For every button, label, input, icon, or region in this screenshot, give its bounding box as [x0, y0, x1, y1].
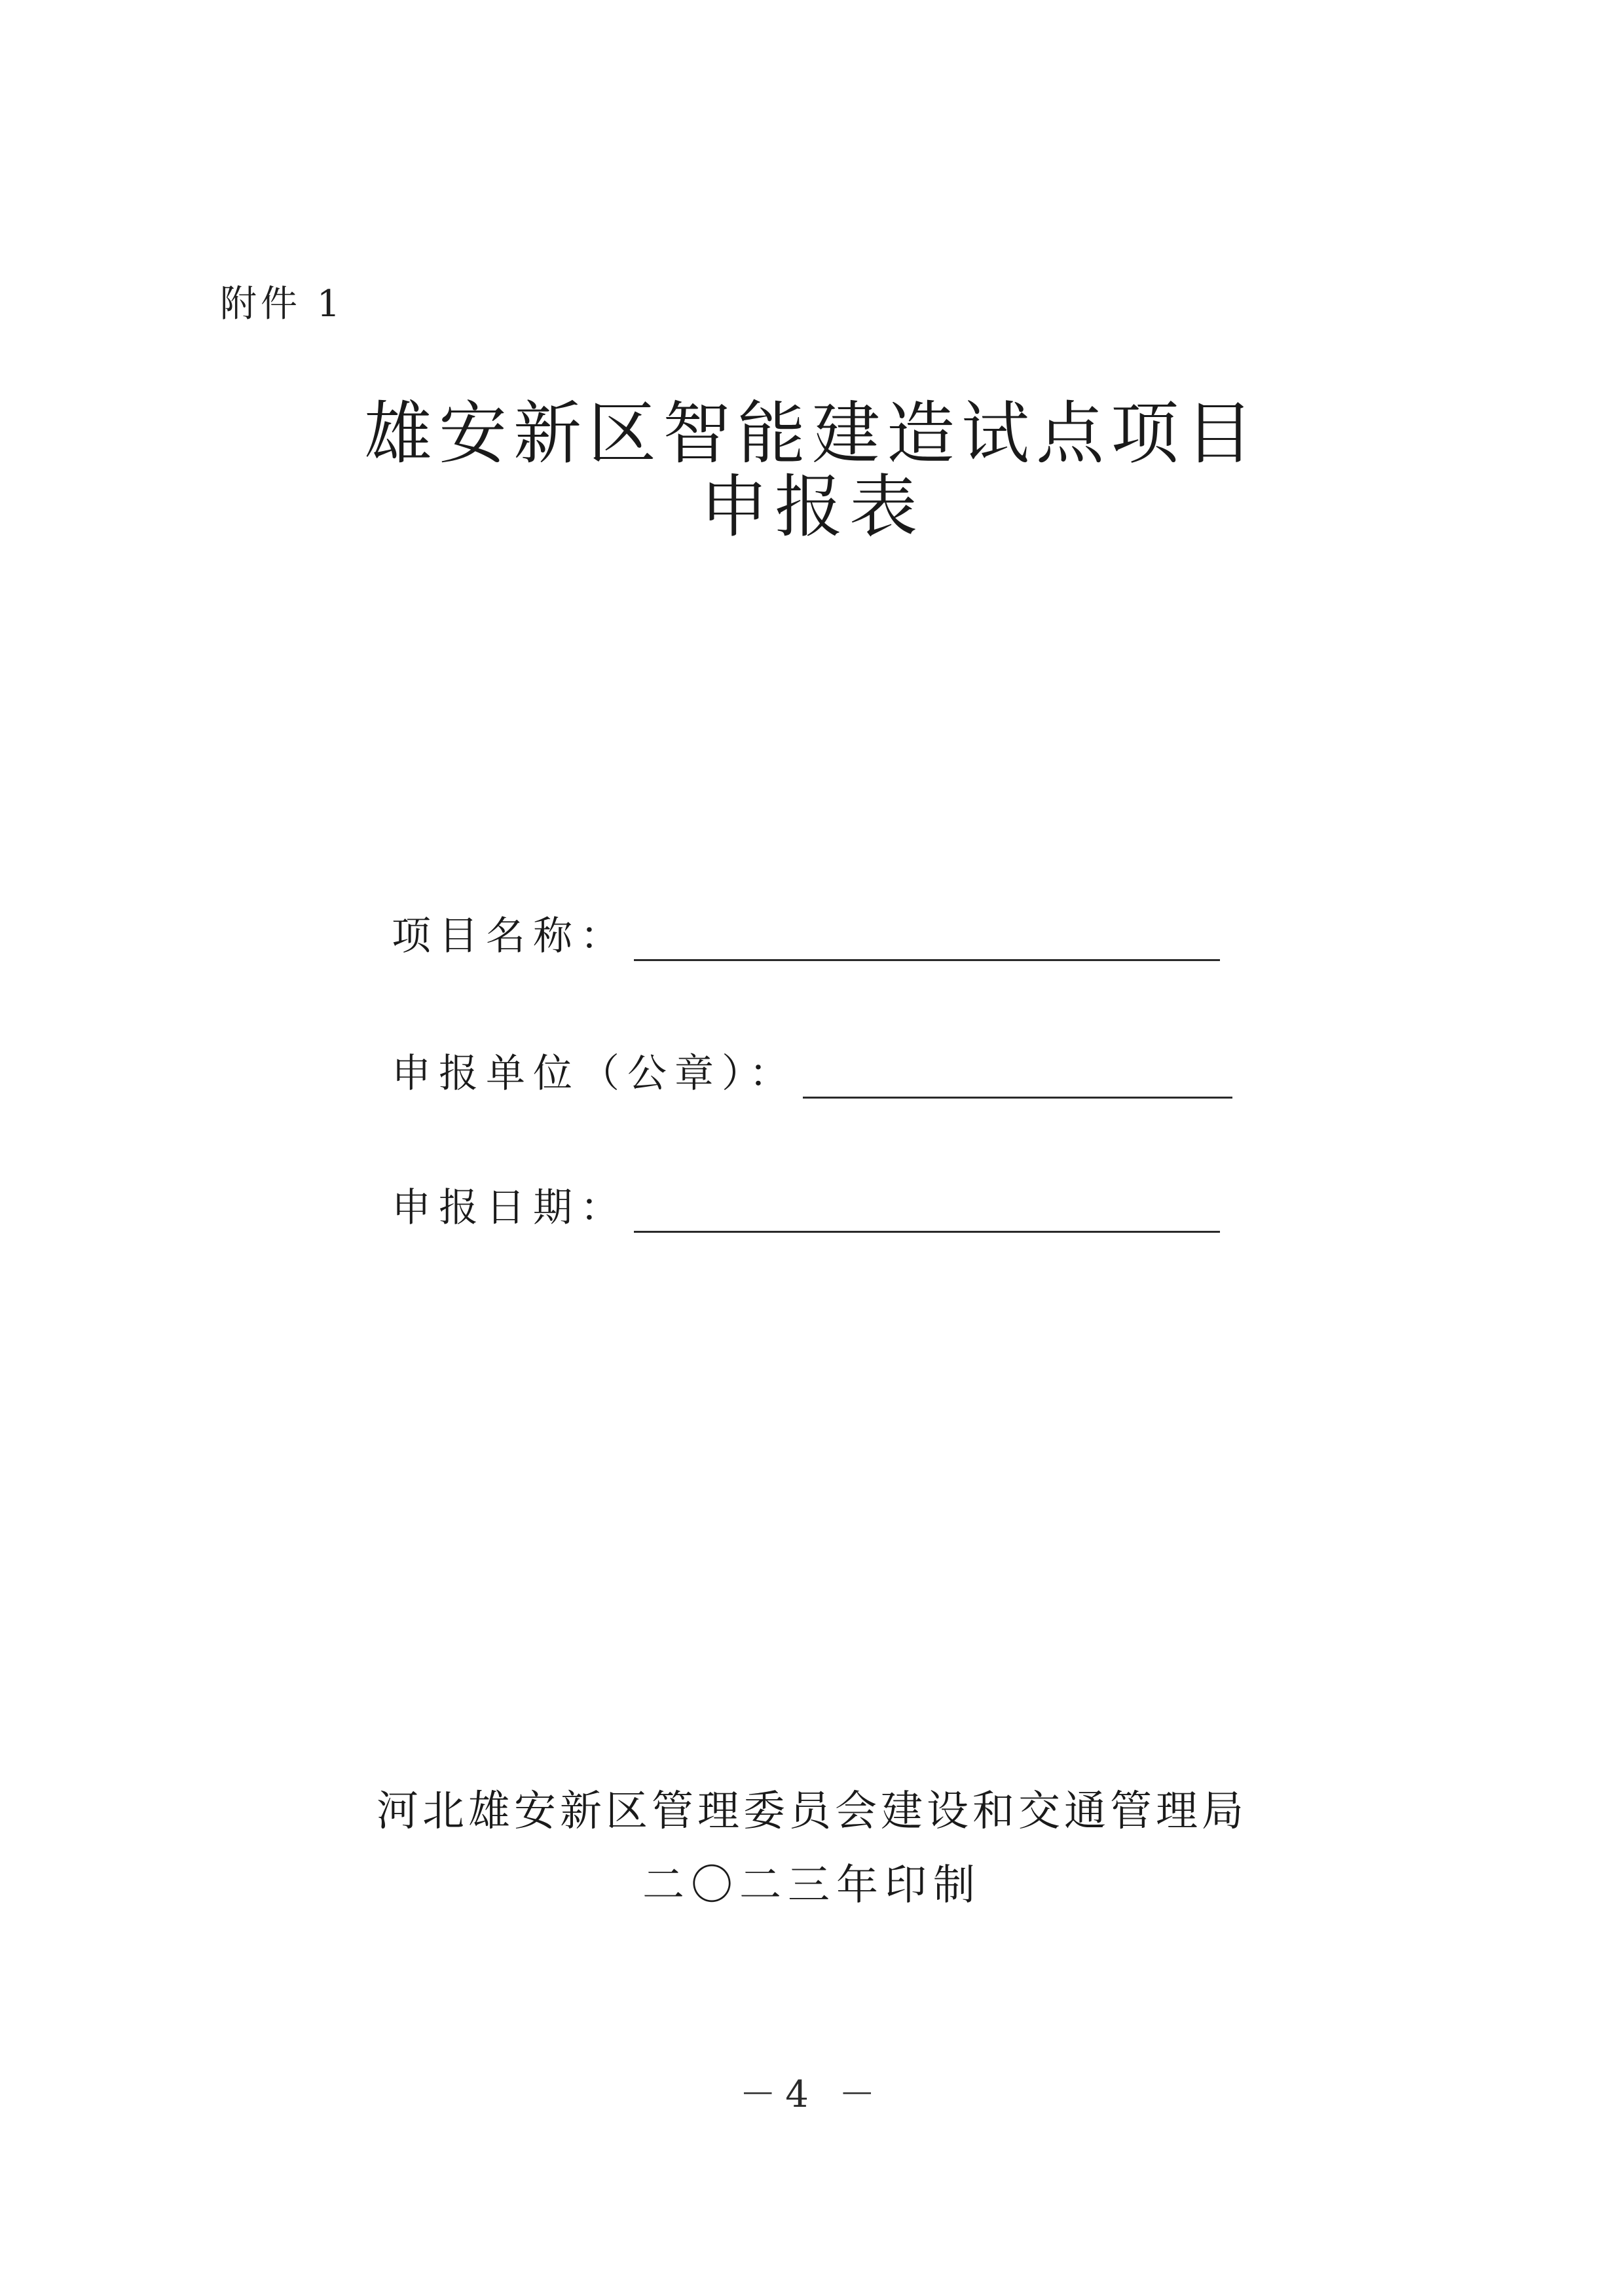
project-name-label: 项目名称：: [392, 913, 627, 959]
project-name-blank-line: [634, 959, 1220, 961]
applicant-unit-label: 申报单位（公章）：: [392, 1051, 796, 1097]
applicant-unit-field: [392, 1034, 1232, 1097]
page-number: －4 －: [739, 2073, 885, 2116]
application-date-label: 申报日期：: [392, 1185, 627, 1231]
application-date-field: [392, 1169, 1220, 1231]
applicant-unit-blank-line: [803, 1097, 1232, 1099]
document-title-line2: 申报表: [699, 467, 924, 547]
attachment-label: 附件 1: [220, 283, 344, 325]
print-date: 二〇二三年印制: [642, 1861, 982, 1910]
application-date-blank-line: [634, 1231, 1220, 1233]
project-name-field: [392, 897, 1220, 959]
issuing-authority: 河北雄安新区管理委员会建设和交通管理局: [377, 1787, 1247, 1836]
document-title-line1: 雄安新区智能建造试点项目: [363, 393, 1260, 473]
